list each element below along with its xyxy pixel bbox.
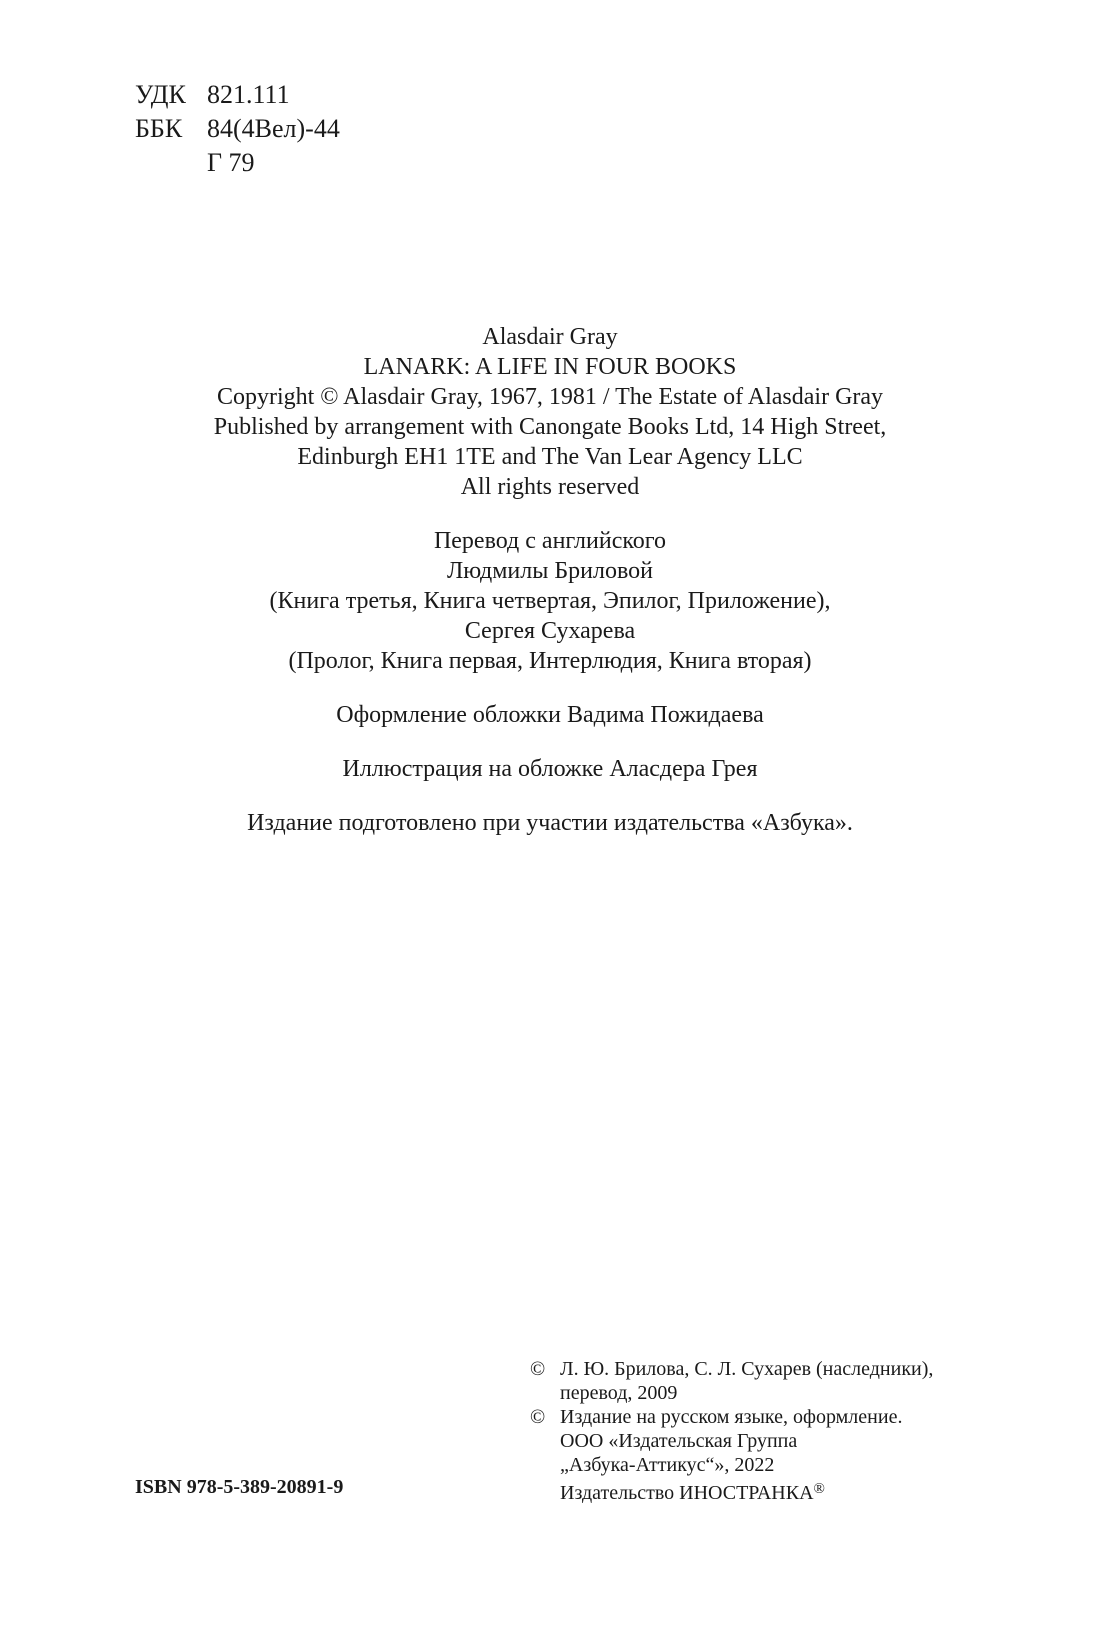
cover-design-credit: Оформление обложки Вадима Пожидаева [336, 702, 764, 728]
cover-illustration-credit: Иллюстрация на обложке Аласдера Грея [342, 756, 758, 782]
registered-mark: ® [813, 1481, 825, 1497]
spacer [0, 730, 1100, 754]
spacer [0, 784, 1100, 808]
translation-credits [0, 526, 1100, 838]
original-copyright: Copyright © Alasdair Gray, 1967, 1981 / The Estate of Alasdair Gray [216, 384, 884, 410]
copyright-item-edition [530, 1405, 933, 1505]
udk-row [135, 78, 340, 112]
classification-block [135, 78, 340, 180]
isbn: ISBN 978-5-389-20891-9 [135, 1476, 344, 1498]
publisher-name: Издательство ИНОСТРАНКА [560, 1482, 814, 1504]
rights-reserved: All rights reserved [460, 474, 640, 500]
publishing-arrangement-line-1: Published by arrangement with Canongate Books Ltd, 14 High Street, [213, 414, 887, 440]
bbk-value: 84(4Вел)-44 [207, 114, 340, 143]
translation-line-2: Людмилы Бриловой [447, 558, 653, 584]
translation-line-3: (Книга третья, Книга четвертая, Эпилог, Приложение), [269, 588, 831, 614]
bbk-row [135, 112, 340, 146]
author-mark: Г 79 [207, 148, 255, 177]
copyright-item-2-line-4 [560, 1477, 933, 1505]
copyright-item-translation [530, 1357, 933, 1405]
copyright-symbol: © [530, 1358, 546, 1380]
copyright-symbol: © [530, 1406, 546, 1428]
translation-line-1: Перевод с английского [433, 528, 667, 554]
edition-note: Издание подготовлено при участии издательства «Азбука». [247, 810, 853, 836]
copyright-item-1-line-1: Л. Ю. Брилова, С. Л. Сухарев (наследники), [560, 1358, 934, 1380]
copyright-block [530, 1357, 933, 1505]
original-author: Alasdair Gray [482, 324, 618, 350]
copyright-item-2-line-2: ООО «Издательская Группа [560, 1430, 798, 1452]
copyright-item-1-line-2: перевод, 2009 [560, 1382, 678, 1404]
publishing-arrangement-line-2: Edinburgh EH1 1TE and The Van Lear Agency LLC [297, 444, 803, 470]
original-edition-info [0, 322, 1100, 502]
translation-line-5: (Пролог, Книга первая, Интерлюдия, Книга вторая) [288, 648, 812, 674]
udk-value: 821.111 [207, 80, 290, 109]
spacer [0, 676, 1100, 700]
original-title: LANARK: A LIFE IN FOUR BOOKS [363, 354, 737, 380]
copyright-item-2-line-3: „Азбука-Аттикус“», 2022 [560, 1454, 775, 1476]
udk-label: УДК [135, 80, 186, 109]
translation-line-4: Сергея Сухарева [464, 618, 636, 644]
copyright-item-2-line-1: Издание на русском языке, оформление. [560, 1406, 903, 1428]
bbk-label: ББК [135, 114, 183, 143]
